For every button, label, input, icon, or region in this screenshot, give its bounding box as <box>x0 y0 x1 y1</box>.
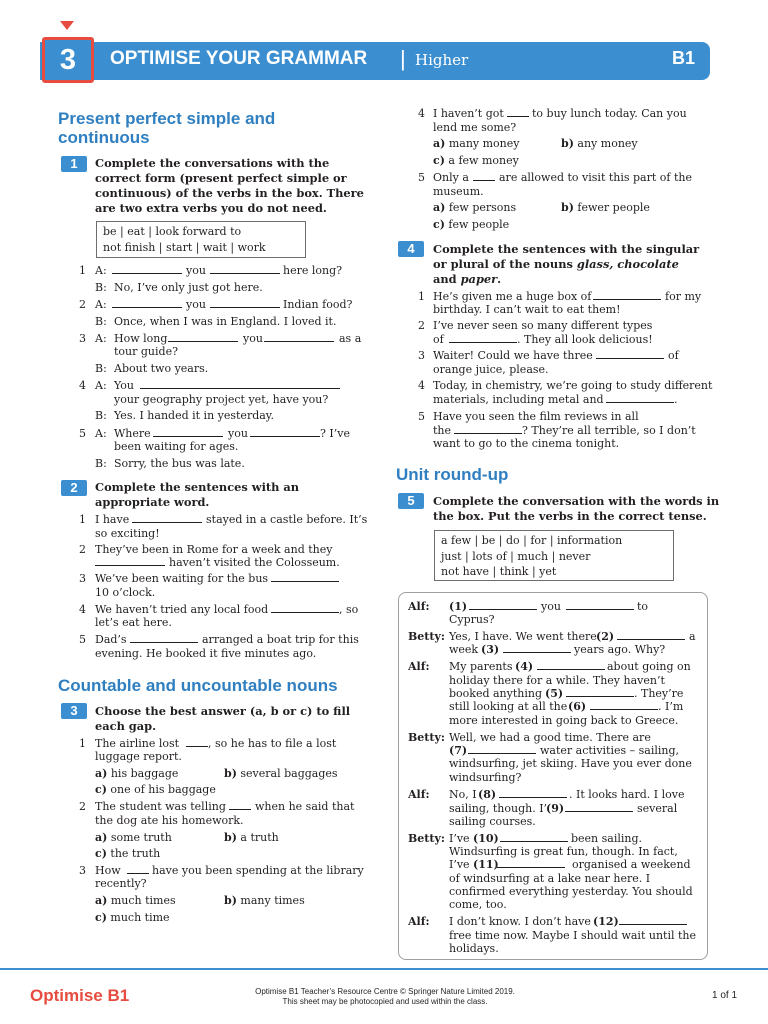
sentence-text: The student was telling <box>95 800 226 813</box>
sentence-text: I have <box>95 513 130 526</box>
answer-blank[interactable] <box>132 513 202 527</box>
conversation-text: (9) <box>546 802 565 815</box>
conversation-text: (8) <box>478 788 497 801</box>
sentence-text: your geography project yet, have you? <box>114 393 329 406</box>
sentence-text: Dad’s <box>95 633 127 646</box>
answer-blank[interactable] <box>140 379 340 393</box>
answer-blank[interactable] <box>130 633 198 647</box>
option-a[interactable]: a) many money <box>433 137 520 150</box>
speaker-b: B: <box>95 362 107 375</box>
option-c[interactable]: c) few people <box>433 218 510 231</box>
exercise-1-instruction-line: continuous) of the verbs in the box. There <box>95 186 364 200</box>
conversation-text: sailing, though. I’ <box>449 802 548 815</box>
conversation-text: booked anything <box>449 687 543 700</box>
conversation-text: still looking at all the <box>449 700 568 713</box>
sentence-text: How <box>95 864 121 877</box>
sentence-text: . They all look delicious! <box>517 333 653 346</box>
sentence-text: . <box>674 393 678 406</box>
conversation-text: My parents <box>449 660 513 673</box>
sentence-text: of <box>433 333 444 346</box>
speaker-b: B: <box>95 315 107 328</box>
conversation-text: week <box>449 643 479 656</box>
speaker-a: A: <box>95 298 107 311</box>
conversation-text: (3) <box>481 643 500 656</box>
conversation-text: Yes, I have. We went there <box>449 630 597 643</box>
exercise-5-word-box <box>434 530 674 581</box>
sentence-text: I haven’t got <box>433 107 504 120</box>
conversation-text: (11) <box>473 858 499 871</box>
title-separator: | <box>400 46 406 71</box>
option-c[interactable]: c) one of his baggage <box>95 783 216 796</box>
answer-blank-4[interactable] <box>537 660 605 674</box>
item-number: 4 <box>79 379 86 392</box>
sentence-text: Waiter! Could we have three <box>433 349 593 362</box>
answer-blank[interactable] <box>153 427 223 441</box>
sentence-text: haven’t visited the Colosseum. <box>169 556 340 569</box>
item-number: 5 <box>418 410 425 423</box>
sentence-text: Sorry, the bus was late. <box>114 457 245 470</box>
answer-blank[interactable] <box>449 333 517 347</box>
answer-blank-9[interactable] <box>565 802 633 816</box>
item-number: 3 <box>79 572 86 585</box>
conversation-text: (5) <box>545 687 564 700</box>
answer-blank[interactable] <box>271 603 339 617</box>
exercise-4-instruction-line: and paper. <box>433 272 502 286</box>
conversation-text: more interested in going back to Greece. <box>449 714 679 727</box>
sentence-text: the dog ate his homework. <box>95 814 244 827</box>
exercise-3-instruction-line: each gap. <box>95 719 157 733</box>
sentence-text: , so <box>339 603 359 616</box>
conversation-text: . I’m <box>658 700 684 713</box>
item-number: 5 <box>418 171 425 184</box>
section-heading-unit-round-up: Unit round-up <box>396 465 509 484</box>
section-heading-countable: Countable and uncountable nouns <box>58 676 338 695</box>
conversation-text: windsurfing, jet skiing. Have you ever done <box>449 757 692 770</box>
sentence-text: Have you seen the film reviews in all <box>433 410 639 423</box>
conversation-text: I don’t know. I don’t have <box>449 915 591 928</box>
sentence-text: We’ve been waiting for the bus <box>95 572 269 585</box>
sentence-text: been waiting for ages. <box>114 440 239 453</box>
answer-blank[interactable] <box>210 298 280 312</box>
exercise-1-number: 1 <box>61 156 87 172</box>
sentence-text: you <box>186 264 206 277</box>
option-c[interactable]: c) a few money <box>433 154 519 167</box>
answer-blank-10[interactable] <box>500 832 568 846</box>
item-number: 2 <box>79 298 86 311</box>
conversation-text: organised a weekend <box>572 858 691 871</box>
sentence-text: for my <box>665 290 702 303</box>
speaker-a: A: <box>95 264 107 277</box>
sentence-text: Today, in chemistry, we’re going to study different <box>433 379 713 392</box>
exercise-1-instruction-line: are two extra verbs you do not need. <box>95 201 327 215</box>
word-box-line: just | lots of | much | never <box>441 549 591 563</box>
sentence-text: let’s eat here. <box>95 616 172 629</box>
conversation-text: several <box>637 802 678 815</box>
answer-blank-7[interactable] <box>468 744 536 758</box>
sentence-text: ? I’ve <box>320 427 350 440</box>
conversation-text: I’ve <box>449 832 470 845</box>
answer-blank-6[interactable] <box>590 700 658 714</box>
footer-divider <box>0 968 768 970</box>
sentence-text: you <box>243 332 263 345</box>
option-b[interactable]: b) fewer people <box>561 201 650 214</box>
item-number: 5 <box>79 427 86 440</box>
item-number: 5 <box>79 633 86 646</box>
page-number: 1 of 1 <box>712 990 738 1001</box>
conversation-text: windsurfing? <box>449 771 522 784</box>
exercise-2-instruction-line: Complete the sentences with an <box>95 480 300 494</box>
sentence-text: here long? <box>283 264 343 277</box>
speaker-a: A: <box>95 427 107 440</box>
exercise-5-instruction-line: Complete the conversation with the words in <box>433 494 720 508</box>
answer-blank-5[interactable] <box>566 687 634 701</box>
sentence-text: you <box>186 298 206 311</box>
sentence-text: Indian food? <box>283 298 353 311</box>
option-b[interactable]: b) a truth <box>224 831 279 844</box>
conversation-text: a <box>689 630 696 643</box>
sentence-text: I’ve never seen so many different types <box>433 319 653 332</box>
item-number: 2 <box>79 800 86 813</box>
speaker-b: B: <box>95 281 107 294</box>
conversation-text: . They’re <box>634 687 684 700</box>
conversation-text: I’ve <box>449 858 470 871</box>
conversation-text: to <box>637 600 649 613</box>
conversation-text: (2) <box>596 630 615 643</box>
conversation-text: come, too. <box>449 898 507 911</box>
speaker-alf: Alf: <box>408 788 430 801</box>
conversation-text: (4) <box>515 660 534 673</box>
item-number: 1 <box>79 737 86 750</box>
sentence-text: recently? <box>95 877 147 890</box>
sentence-text: to buy lunch today. Can you <box>532 107 687 120</box>
footer-copyright: Optimise B1 Teacher’s Resource Centre © Springer Nature Limited 2019. <box>255 987 515 996</box>
option-b[interactable]: b) any money <box>561 137 638 150</box>
footer-copyright-note: This sheet may be photocopied and used within the class. <box>282 997 488 1006</box>
sentence-text: of <box>668 349 679 362</box>
exercise-4-instruction-line: Complete the sentences with the singular <box>433 242 700 256</box>
answer-blank[interactable] <box>127 864 149 878</box>
word-box-line: a few | be | do | for | information <box>441 534 623 547</box>
sentence-text: Only a <box>433 171 469 184</box>
sentence-text: Yes. I handed it in yesterday. <box>114 409 275 422</box>
option-b[interactable]: b) many times <box>224 894 305 907</box>
item-number: 3 <box>79 864 86 877</box>
answer-blank[interactable] <box>264 332 334 346</box>
exercise-3-instruction-line: Choose the best answer (a, b or c) to fill <box>95 704 351 718</box>
footer-brand: Optimise B1 <box>30 986 130 1005</box>
conversation-text: No, I <box>449 788 477 801</box>
sentence-text: museum. <box>433 185 484 198</box>
conversation-text: years ago. Why? <box>574 643 666 656</box>
sentence-text: About two years. <box>114 362 209 375</box>
answer-blank[interactable] <box>95 556 165 570</box>
exercise-2-number: 2 <box>61 480 87 496</box>
speaker-a: A: <box>95 332 107 345</box>
sentence-text: as a <box>339 332 362 345</box>
section-heading-present-perfect: Present perfect simple and <box>58 109 276 128</box>
sentence-text: stayed in a castle before. It’s <box>206 513 368 526</box>
speaker-alf: Alf: <box>408 915 430 928</box>
sentence-text: ? They’re all terrible, so I don’t <box>522 424 696 437</box>
item-number: 4 <box>79 603 86 616</box>
sentence-text: evening. He booked it five minutes ago. <box>95 647 317 660</box>
answer-blank[interactable] <box>250 427 320 441</box>
sentence-text: lend me some? <box>433 121 517 134</box>
conversation-text: confirmed everything yesterday. You should <box>449 885 693 898</box>
option-a[interactable]: a) few persons <box>433 201 517 214</box>
sentence-text: Once, when I was in England. I loved it. <box>114 315 337 328</box>
item-number: 3 <box>418 349 425 362</box>
conversation-text: of windsurfing at a lake near here. I <box>449 872 651 885</box>
item-number: 1 <box>79 513 86 526</box>
conversation-text: (1) <box>449 600 468 613</box>
sentence-text: The airline lost <box>95 737 180 750</box>
conversation-text: (12) <box>593 915 619 928</box>
conversation-text: holiday there for a while. They haven’t <box>449 674 665 687</box>
answer-blank[interactable] <box>566 600 634 614</box>
item-number: 1 <box>79 264 86 277</box>
sentence-text: tour guide? <box>114 345 178 358</box>
sentence-text: birthday. I can’t wait to eat them! <box>433 303 621 316</box>
exercise-3-number: 3 <box>61 703 87 719</box>
conversation-text: sailing courses. <box>449 815 536 828</box>
exercise-5-instruction-line: the box. Put the verbs in the correct tense. <box>433 509 707 523</box>
conversation-text: free time now. Maybe I should wait until the <box>449 929 696 942</box>
speaker-a: A: <box>95 379 107 392</box>
answer-blank-8[interactable] <box>499 788 567 802</box>
unit-marker-triangle <box>60 21 74 30</box>
answer-blank-1[interactable] <box>469 600 537 614</box>
word-box-line: not have | think | yet <box>441 565 557 578</box>
speaker-betty: Betty: <box>408 630 445 643</box>
speaker-betty: Betty: <box>408 832 445 845</box>
sentence-text: You <box>114 379 135 392</box>
sentence-text: No, I’ve only just got here. <box>114 281 263 294</box>
answer-blank[interactable] <box>454 424 522 438</box>
answer-blank[interactable] <box>507 107 529 121</box>
sentence-text: so exciting! <box>95 527 160 540</box>
option-a[interactable]: a) some truth <box>95 831 172 844</box>
answer-blank[interactable] <box>112 264 182 278</box>
conversation-text: about going on <box>607 660 691 673</box>
option-a[interactable]: a) much times <box>95 894 176 907</box>
item-number: 3 <box>79 332 86 345</box>
option-c[interactable]: c) the truth <box>95 847 161 860</box>
answer-blank[interactable] <box>473 171 495 185</box>
conversation-text: . It looks hard. I love <box>569 788 685 801</box>
answer-blank[interactable] <box>186 737 208 751</box>
sentence-text: have you been spending at the library <box>152 864 364 877</box>
word-box-line: be | eat | look forward to <box>103 225 242 238</box>
option-b[interactable]: b) several baggages <box>224 767 338 780</box>
option-a[interactable]: a) his baggage <box>95 767 179 780</box>
conversation-text: water activities – sailing, <box>540 744 680 757</box>
answer-blank[interactable] <box>168 332 238 346</box>
answer-blank-2[interactable] <box>617 630 685 644</box>
sentence-text: luggage report. <box>95 750 182 763</box>
answer-blank[interactable] <box>112 298 182 312</box>
item-number: 2 <box>79 543 86 556</box>
speaker-alf: Alf: <box>408 600 430 613</box>
conversation-text: been sailing. <box>571 832 643 845</box>
exercise-1-instruction-line: correct form (present perfect simple or <box>95 171 347 185</box>
speaker-b: B: <box>95 457 107 470</box>
sentence-text: How long <box>114 332 168 345</box>
answer-blank[interactable] <box>593 290 661 304</box>
sentence-text: want to go to the cinema tonight. <box>433 437 620 450</box>
answer-blank[interactable] <box>596 349 664 363</box>
answer-blank[interactable] <box>606 393 674 407</box>
sentence-text: materials, including metal and <box>433 393 604 406</box>
exercise-1-instruction-line: Complete the conversations with the <box>95 156 330 170</box>
conversation-text: you <box>541 600 561 613</box>
sentence-text: when he said that <box>255 800 355 813</box>
sentence-text: 10 o’clock. <box>95 586 156 599</box>
sentence-text: , so he has to file a lost <box>208 737 337 750</box>
course-code: B1 <box>672 48 696 68</box>
exercise-5-number: 5 <box>398 493 424 509</box>
sentence-text: you <box>228 427 248 440</box>
item-number: 2 <box>418 319 425 332</box>
item-number: 4 <box>418 379 425 392</box>
speaker-betty: Betty: <box>408 731 445 744</box>
conversation-text: (7) <box>449 744 468 757</box>
answer-blank[interactable] <box>271 572 339 586</box>
exercise-4-instruction-line: or plural of the nouns glass, chocolate <box>433 257 679 271</box>
sentence-text: He’s given me a huge box of <box>433 290 592 303</box>
speaker-b: B: <box>95 409 107 422</box>
item-number: 4 <box>418 107 425 120</box>
answer-blank[interactable] <box>210 264 280 278</box>
sentence-text: the <box>433 424 452 437</box>
exercise-1-word-box <box>96 221 306 258</box>
exercise-2-instruction-line: appropriate word. <box>95 495 210 509</box>
conversation-text: Well, we had a good time. There are <box>449 731 651 744</box>
conversation-text: Windsurfing is great fun, though. In fact, <box>449 845 678 858</box>
level-label: Higher <box>415 51 469 69</box>
item-number: 1 <box>418 290 425 303</box>
sentence-text: arranged a boat trip for this <box>202 633 359 646</box>
sentence-text: They’ve been in Rome for a week and they <box>95 543 333 556</box>
conversation-text: (10) <box>473 832 499 845</box>
option-c[interactable]: c) much time <box>95 911 170 924</box>
word-box-line: not finish | start | wait | work <box>103 240 266 254</box>
unit-number-badge: 3 <box>42 37 94 83</box>
page-title: OPTIMISE YOUR GRAMMAR <box>110 48 368 69</box>
conversation-text: (6) <box>568 700 587 713</box>
answer-blank-11[interactable] <box>497 858 565 872</box>
answer-blank[interactable] <box>229 800 251 814</box>
speaker-alf: Alf: <box>408 660 430 673</box>
sentence-text: orange juice, please. <box>433 363 549 376</box>
sentence-text: We haven’t tried any local food <box>95 603 269 616</box>
exercise-4-number: 4 <box>398 241 424 257</box>
conversation-text: Cyprus? <box>449 613 495 626</box>
sentence-text: Where <box>114 427 151 440</box>
answer-blank-12[interactable] <box>619 915 687 929</box>
section-heading-continuous: continuous <box>58 128 150 147</box>
answer-blank-3[interactable] <box>503 643 571 657</box>
sentence-text: are allowed to visit this part of the <box>499 171 692 184</box>
conversation-text: holidays. <box>449 942 499 955</box>
